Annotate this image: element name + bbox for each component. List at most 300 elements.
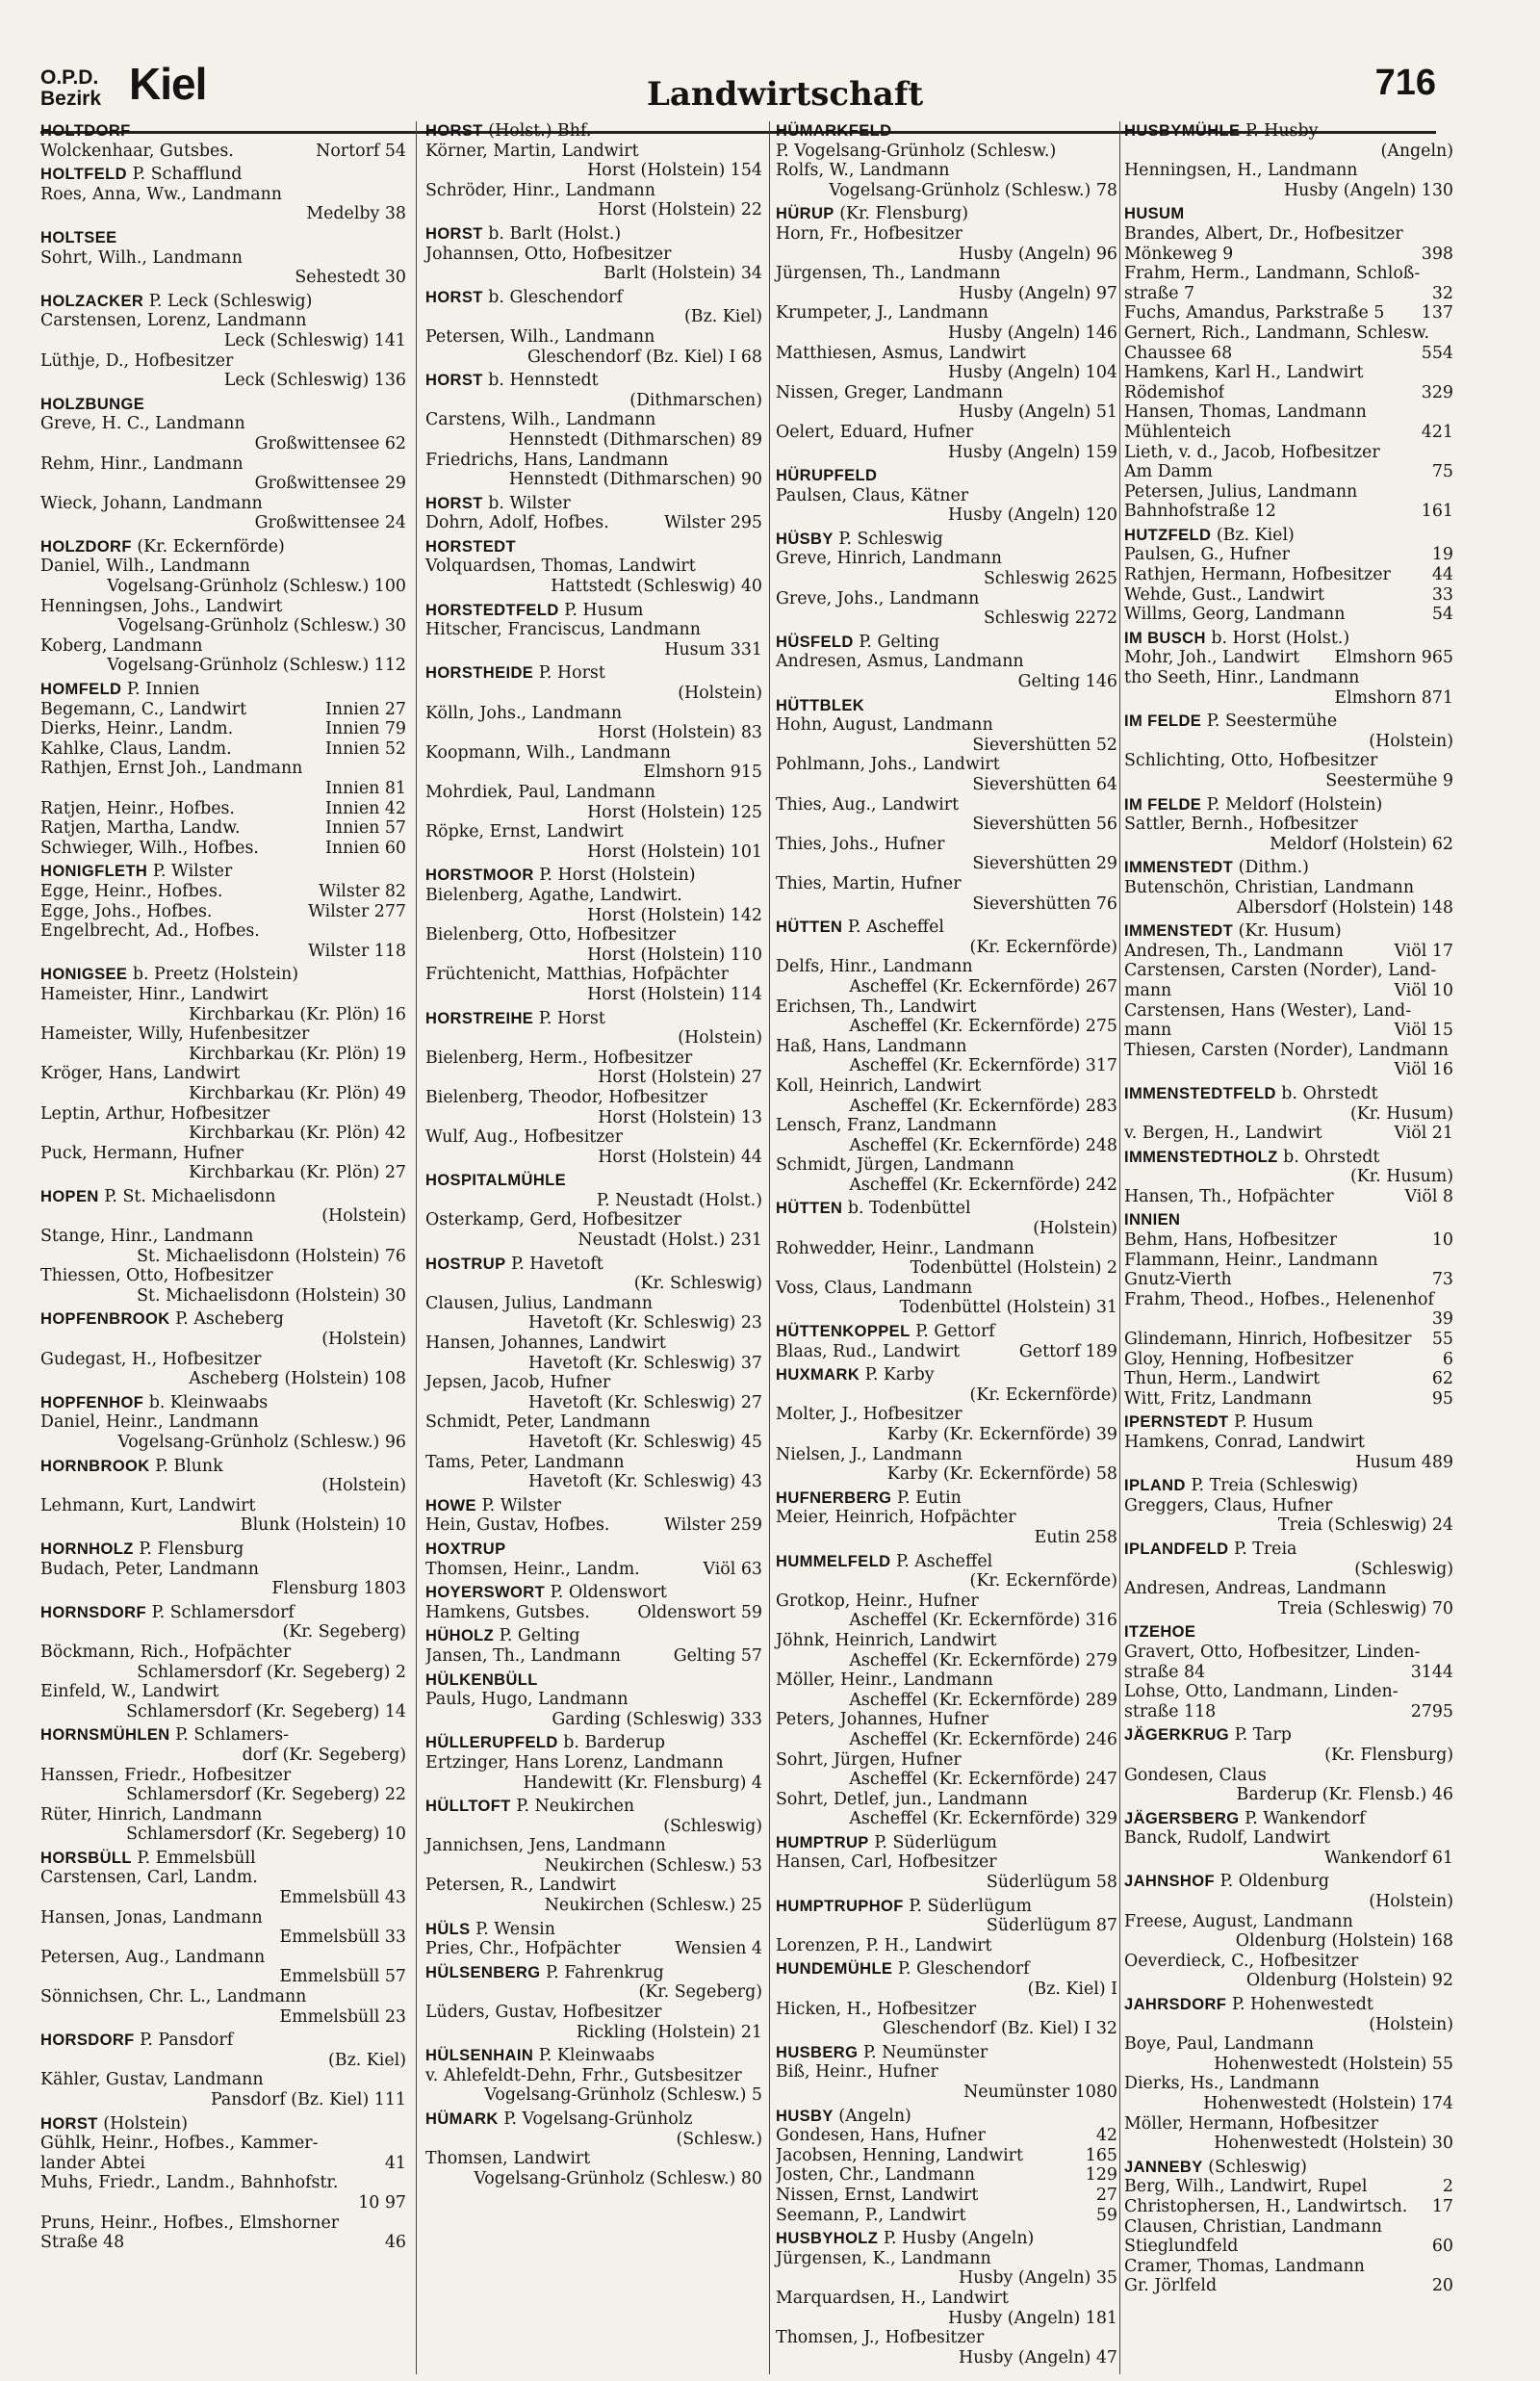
entry-location: Sehestedt 30 bbox=[295, 268, 406, 288]
entry-location: Husby (Angeln) 120 bbox=[947, 505, 1117, 526]
directory-entry: Grotkop, Heinr., Hufner bbox=[776, 1591, 979, 1611]
directory-entry: Leptin, Arthur, Hofbesitzer bbox=[40, 1103, 270, 1124]
entry-phone: 60 bbox=[1431, 2237, 1453, 2257]
locality-post: P. Eutin bbox=[896, 1488, 962, 1508]
entry-location: Sievershütten 56 bbox=[972, 815, 1117, 835]
entry-location: (Holstein) bbox=[1033, 1219, 1117, 1239]
entry-location: Hattstedt (Schleswig) 40 bbox=[551, 577, 762, 597]
entry-location: Kirchbarkau (Kr. Plön) 49 bbox=[189, 1083, 406, 1103]
locality-heading bbox=[776, 2043, 1117, 2063]
entry-location: Sievershütten 29 bbox=[972, 854, 1117, 874]
directory-entry: Frahm, Herm., Landmann, Schloß- bbox=[1124, 264, 1421, 284]
locality-heading bbox=[776, 2107, 1117, 2127]
entry-location: 10 97 bbox=[358, 2192, 406, 2213]
locality-name: HORNSDORF bbox=[40, 1603, 146, 1621]
directory-entry: Thies, Aug., Landwirt bbox=[776, 794, 960, 815]
directory-entry bbox=[776, 2126, 1117, 2146]
directory-entry bbox=[1124, 1389, 1453, 1410]
directory-entry: Ertzinger, Hans Lorenz, Landmann bbox=[425, 1752, 724, 1773]
entry-location: Neukirchen (Schlesw.) 25 bbox=[544, 1896, 762, 1916]
entry-location: (Kr. Eckernförde) bbox=[969, 1385, 1117, 1405]
directory-entry: Hamkens, Conrad, Landwirt bbox=[1124, 1433, 1365, 1452]
entry-location: Barlt (Holstein) 34 bbox=[603, 264, 762, 284]
directory-entry bbox=[425, 513, 762, 533]
entry-name: Blaas, Rud., Landwirt bbox=[776, 1341, 961, 1361]
directory-entry: Tams, Peter, Landmann bbox=[425, 1452, 625, 1472]
directory-column-4 bbox=[1124, 117, 1453, 2296]
locality-heading bbox=[1124, 1412, 1453, 1433]
directory-entry bbox=[1124, 942, 1453, 962]
directory-entry: Friedrichs, Hans, Landmann bbox=[425, 450, 669, 470]
locality-post: b. Hennstedt bbox=[488, 371, 599, 391]
directory-entry: Hohn, August, Landmann bbox=[776, 715, 993, 736]
entry-location: Ascheberg (Holstein) 108 bbox=[189, 1369, 406, 1389]
directory-entry: Hansen, Thomas, Landmann bbox=[1124, 402, 1367, 423]
directory-entry: Erichsen, Th., Landwirt bbox=[776, 996, 977, 1017]
directory-entry bbox=[1124, 383, 1453, 403]
entry-name: Witt, Fritz, Landmann bbox=[1124, 1388, 1312, 1409]
entry-name: Mühlenteich bbox=[1124, 422, 1232, 442]
entry-location: Ascheffel (Kr. Eckernförde) 317 bbox=[849, 1056, 1117, 1076]
entry-phone: 6 bbox=[1442, 1349, 1453, 1369]
locality-heading bbox=[776, 1552, 1117, 1572]
entry-location: Todenbüttel (Holstein) 2 bbox=[910, 1258, 1117, 1279]
entry-location: St. Michaelisdonn (Holstein) 76 bbox=[137, 1246, 406, 1266]
directory-entry: Petersen, Wilh., Landmann bbox=[425, 326, 655, 347]
entry-location: Oldenburg (Holstein) 92 bbox=[1245, 1971, 1453, 1991]
directory-entry: Petersen, Julius, Landmann bbox=[1124, 481, 1358, 502]
entry-location: Viöl 16 bbox=[1394, 1060, 1453, 1080]
directory-entry: Kähler, Gustav, Landmann bbox=[40, 2070, 264, 2090]
locality-heading bbox=[1124, 1210, 1453, 1230]
directory-entry: Stange, Hinr., Landmann bbox=[40, 1227, 254, 1247]
entry-location: Pansdorf (Bz. Kiel) 111 bbox=[211, 2090, 406, 2109]
entry-location: Leck (Schleswig) 141 bbox=[223, 330, 406, 350]
directory-entry: Delfs, Hinr., Landmann bbox=[776, 957, 973, 977]
entry-location: Havetoft (Kr. Schleswig) 27 bbox=[528, 1392, 762, 1412]
directory-entry bbox=[40, 902, 406, 922]
locality-name: HORST bbox=[425, 224, 483, 243]
locality-heading bbox=[425, 1963, 762, 1983]
entry-location: (Dithmarschen) bbox=[629, 390, 762, 410]
entry-phone: Viöl 63 bbox=[703, 1559, 762, 1579]
locality-heading bbox=[425, 866, 762, 886]
directory-entry: Oelert, Eduard, Hufner bbox=[776, 422, 974, 442]
directory-entry: Thiesen, Carsten (Norder), Landmann bbox=[1124, 1040, 1449, 1060]
entry-name: Mohr, Joh., Landwirt bbox=[1124, 648, 1300, 668]
entry-location: Emmelsbüll 23 bbox=[279, 2006, 406, 2027]
locality-post: P. Karby bbox=[864, 1365, 935, 1385]
directory-entry bbox=[1124, 2177, 1453, 2197]
entry-name: Wolckenhaar, Gutsbes. bbox=[40, 141, 234, 161]
locality-post: P. Oldenswort bbox=[550, 1583, 667, 1603]
locality-name: JÄGERKRUG bbox=[1124, 1726, 1230, 1745]
locality-name: IM BUSCH bbox=[1124, 629, 1206, 647]
entry-location: (Kr. Eckernförde) bbox=[969, 937, 1117, 957]
entry-phone: Innien 57 bbox=[325, 818, 406, 839]
entry-name: Fuchs, Amandus, Parkstraße 5 bbox=[1124, 303, 1385, 324]
entry-name: Gloy, Henning, Hofbesitzer bbox=[1124, 1349, 1354, 1369]
locality-post: P. Süderlügum bbox=[909, 1896, 1032, 1916]
entry-phone: 75 bbox=[1431, 462, 1453, 482]
directory-entry bbox=[1124, 1663, 1453, 1683]
directory-entry: Hansen, Carl, Hofbesitzer bbox=[776, 1852, 997, 1873]
locality-post: P. Treia (Schleswig) bbox=[1191, 1476, 1359, 1496]
directory-entry bbox=[40, 700, 406, 720]
locality-heading bbox=[1124, 1084, 1453, 1104]
directory-entry: Sönnichsen, Chr. L., Landmann bbox=[40, 1987, 307, 2007]
entry-location: Blunk (Holstein) 10 bbox=[240, 1515, 406, 1536]
entry-phone: 20 bbox=[1431, 2276, 1453, 2296]
directory-entry: Carstens, Wilh., Landmann bbox=[425, 410, 656, 430]
directory-entry: Volquardsen, Thomas, Landwirt bbox=[425, 556, 696, 577]
locality-name: HUXMARK bbox=[776, 1366, 860, 1385]
entry-phone: Viöl 10 bbox=[1394, 980, 1453, 1000]
entry-location: Vogelsang-Grünholz (Schlesw.) 100 bbox=[107, 577, 406, 597]
locality-name: HOLTSEE bbox=[40, 228, 117, 246]
locality-heading bbox=[776, 633, 1117, 653]
directory-entry: Horn, Fr., Hofbesitzer bbox=[776, 223, 962, 244]
locality-name: HORSBÜLL bbox=[40, 1849, 132, 1867]
entry-name: Christophersen, H., Landwirtsch. bbox=[1124, 2196, 1408, 2216]
entry-phone: 95 bbox=[1431, 1388, 1453, 1409]
entry-phone: 32 bbox=[1431, 283, 1453, 303]
locality-post: (Kr. Husum) bbox=[1238, 921, 1342, 942]
entry-location: Vogelsang-Grünholz (Schlesw.) 78 bbox=[829, 180, 1117, 200]
directory-entry: Cramer, Thomas, Landmann bbox=[1124, 2256, 1365, 2276]
directory-entry: Greve, Hinrich, Landmann bbox=[776, 549, 1002, 569]
locality-heading bbox=[776, 121, 1117, 142]
column-divider bbox=[416, 121, 417, 2374]
entry-location: (Schleswig) bbox=[1354, 1559, 1453, 1579]
entry-location: Großwittensee 62 bbox=[254, 433, 406, 453]
locality-heading bbox=[776, 918, 1117, 938]
locality-name: IMMENSTEDT bbox=[1124, 859, 1234, 877]
directory-entry bbox=[1124, 344, 1453, 364]
directory-entry: Kölln, Johs., Landmann bbox=[425, 703, 623, 723]
entry-location: Ascheffel (Kr. Eckernförde) 246 bbox=[849, 1729, 1117, 1749]
entry-phone: 59 bbox=[1095, 2205, 1117, 2225]
entry-name: Behm, Hans, Hofbesitzer bbox=[1124, 1230, 1338, 1251]
directory-entry bbox=[1124, 1187, 1453, 1207]
entry-name: Egge, Heinr., Hofbes. bbox=[40, 881, 223, 901]
locality-post: (Kr. Eckernförde) bbox=[137, 536, 285, 556]
directory-entry: Butenschön, Christian, Landmann bbox=[1124, 877, 1415, 897]
directory-entry bbox=[1124, 462, 1453, 482]
locality-name: HOXTRUP bbox=[425, 1540, 506, 1558]
entry-location: Husby (Angeln) 181 bbox=[947, 2308, 1117, 2328]
locality-name: HUSBY bbox=[776, 2107, 834, 2125]
bezirk-text: Bezirk bbox=[40, 88, 102, 110]
locality-heading bbox=[1124, 204, 1453, 224]
entry-phone: 55 bbox=[1431, 1330, 1453, 1350]
locality-heading bbox=[40, 1309, 406, 1330]
locality-heading bbox=[40, 2031, 406, 2051]
entry-location: (Kr. Eckernförde) bbox=[969, 1571, 1117, 1592]
directory-entry: Lehmann, Kurt, Landwirt bbox=[40, 1495, 256, 1515]
locality-post: P. Vogelsang-Grünholz bbox=[503, 2109, 693, 2129]
locality-name: HORNBROOK bbox=[40, 1457, 150, 1475]
locality-post: P. Wankendorf bbox=[1245, 1808, 1366, 1828]
entry-location: (Angeln) bbox=[1380, 141, 1453, 161]
locality-post: b. Wilster bbox=[488, 493, 571, 513]
entry-location: Schlamersdorf (Kr. Segeberg) 14 bbox=[126, 1701, 406, 1721]
locality-heading bbox=[1124, 1148, 1453, 1168]
entry-location: (Bz. Kiel) bbox=[328, 2050, 406, 2070]
entry-phone: Gelting 57 bbox=[673, 1645, 762, 1666]
entry-location: Ascheffel (Kr. Eckernförde) 248 bbox=[849, 1135, 1117, 1155]
locality-name: INNIEN bbox=[1124, 1211, 1181, 1229]
directory-entry: Henningsen, Johs., Landwirt bbox=[40, 596, 283, 616]
directory-entry: Früchtenicht, Matthias, Hofpächter bbox=[425, 965, 729, 985]
directory-entry bbox=[776, 2165, 1117, 2186]
locality-heading bbox=[40, 537, 406, 557]
directory-entry: Molter, J., Hofbesitzer bbox=[776, 1405, 962, 1425]
locality-name: HUMMELFELD bbox=[776, 1552, 891, 1570]
locality-name: HORSDORF bbox=[40, 2032, 135, 2050]
directory-entry: Jürgensen, Th., Landmann bbox=[776, 264, 1001, 284]
directory-entry bbox=[1124, 545, 1453, 565]
directory-entry: Thies, Johs., Hufner bbox=[776, 834, 945, 854]
entry-location: Vogelsang-Grünholz (Schlesw.) 80 bbox=[474, 2168, 762, 2188]
entry-phone: 2795 bbox=[1410, 1701, 1453, 1721]
locality-post: P. Schafflund bbox=[132, 165, 243, 185]
directory-entry: Freese, August, Landmann bbox=[1124, 1911, 1353, 1931]
entry-location: Elmshorn 871 bbox=[1334, 687, 1453, 708]
column-divider bbox=[1119, 121, 1120, 2374]
entry-location: (Holstein) bbox=[1369, 1892, 1453, 1912]
directory-entry: Gühlk, Heinr., Hofbes., Kammer- bbox=[40, 2134, 319, 2154]
entry-location: Ascheffel (Kr. Eckernförde) 329 bbox=[849, 1809, 1117, 1829]
locality-post: b. Barderup bbox=[563, 1733, 665, 1753]
entry-phone: 329 bbox=[1421, 382, 1453, 402]
entry-location: Husby (Angeln) 47 bbox=[959, 2347, 1117, 2368]
locality-heading bbox=[425, 121, 762, 142]
directory-entry: Petersen, R., Landwirt bbox=[425, 1876, 616, 1896]
locality-name: HOLTDORF bbox=[40, 122, 131, 140]
locality-heading bbox=[425, 1540, 762, 1560]
locality-name: HUSUM bbox=[1124, 205, 1185, 223]
locality-name: HORST bbox=[425, 122, 483, 140]
locality-name: HORSTREIHE bbox=[425, 1009, 534, 1027]
directory-entry: Gravert, Otto, Hofbesitzer, Linden- bbox=[1124, 1642, 1421, 1662]
entry-location: Oldenburg (Holstein) 168 bbox=[1235, 1931, 1453, 1952]
directory-entry: Böckmann, Rich., Hofpächter bbox=[40, 1642, 292, 1662]
locality-post: P. Treia bbox=[1234, 1539, 1297, 1559]
locality-post: P. Emmelsbüll bbox=[137, 1848, 256, 1868]
entry-phone: 42 bbox=[1095, 2126, 1117, 2146]
page-number: 716 bbox=[1374, 63, 1436, 103]
entry-location: (Holstein) bbox=[678, 684, 762, 704]
directory-entry: Frahm, Theod., Hofbes., Helenenhof bbox=[1124, 1289, 1434, 1309]
entry-phone: Innien 42 bbox=[325, 798, 406, 818]
entry-location: Havetoft (Kr. Schleswig) 37 bbox=[528, 1353, 762, 1373]
directory-entry bbox=[776, 2186, 1117, 2206]
entry-name: Thomsen, Heinr., Landm. bbox=[425, 1559, 640, 1579]
directory-entry bbox=[40, 839, 406, 859]
locality-heading bbox=[1124, 526, 1453, 546]
entry-location: Kirchbarkau (Kr. Plön) 27 bbox=[189, 1163, 406, 1183]
entry-name: Pries, Chr., Hofpächter bbox=[425, 1939, 622, 1959]
locality-heading bbox=[425, 288, 762, 308]
entry-location: Treia (Schleswig) 24 bbox=[1277, 1515, 1453, 1536]
locality-name: JAHNSHOF bbox=[1124, 1873, 1215, 1891]
locality-post: P. Horst bbox=[538, 663, 605, 684]
entry-phone: 161 bbox=[1421, 502, 1453, 522]
locality-name: HORNSMÜHLEN bbox=[40, 1726, 170, 1745]
directory-entry: Jöhnk, Heinrich, Landwirt bbox=[776, 1630, 997, 1650]
locality-name: JAHRSDORF bbox=[1124, 1996, 1227, 2014]
directory-entry: Krumpeter, J., Landmann bbox=[776, 303, 988, 324]
directory-entry: Thomsen, Landwirt bbox=[425, 2149, 591, 2169]
entry-location: Handewitt (Kr. Flensburg) 4 bbox=[523, 1773, 762, 1793]
directory-entry: Petersen, Aug., Landmann bbox=[40, 1947, 266, 1967]
locality-post: b. Gleschendorf bbox=[488, 287, 623, 307]
locality-heading bbox=[1124, 1725, 1453, 1746]
entry-location: Albersdorf (Holstein) 148 bbox=[1236, 897, 1453, 918]
entry-location: Horst (Holstein) 22 bbox=[598, 200, 762, 220]
entry-location: (Holstein) bbox=[321, 1476, 406, 1496]
entry-location: Schlamersdorf (Kr. Segeberg) 2 bbox=[137, 1662, 406, 1682]
locality-post: P. Ascheffel bbox=[847, 918, 944, 938]
locality-post: P. Wensin bbox=[475, 1919, 555, 1939]
entry-location: Emmelsbüll 57 bbox=[279, 1967, 406, 1987]
locality-heading bbox=[425, 1009, 762, 1029]
entry-phone: 54 bbox=[1431, 605, 1453, 625]
directory-entry: Voss, Claus, Landmann bbox=[776, 1278, 973, 1298]
entry-location: Sievershütten 76 bbox=[972, 893, 1117, 914]
locality-heading bbox=[776, 530, 1117, 550]
entry-location: Rickling (Holstein) 21 bbox=[576, 2022, 762, 2042]
locality-name: IMMENSTEDTHOLZ bbox=[1124, 1148, 1278, 1166]
entry-location: (Kr. Schleswig) bbox=[633, 1274, 762, 1294]
entry-phone: 554 bbox=[1421, 343, 1453, 363]
entry-name: Hamkens, Gutsbes. bbox=[425, 1602, 590, 1622]
entry-name: v. Bergen, H., Landwirt bbox=[1124, 1124, 1322, 1144]
locality-name: HOPFENBROOK bbox=[40, 1310, 170, 1329]
locality-post: P. Pansdorf bbox=[140, 2031, 234, 2051]
locality-post: P. Horst (Holstein) bbox=[539, 866, 696, 886]
entry-location: Gleschendorf (Bz. Kiel) I 68 bbox=[526, 347, 762, 367]
entry-location: Ascheffel (Kr. Eckernförde) 316 bbox=[849, 1611, 1117, 1631]
directory-entry bbox=[40, 739, 406, 760]
directory-entry bbox=[40, 719, 406, 739]
locality-name: HORST bbox=[425, 494, 483, 512]
entry-name: Wehde, Gust., Landwirt bbox=[1124, 584, 1325, 605]
entry-location: Elmshorn 915 bbox=[643, 763, 762, 783]
locality-name: HOPFENHOF bbox=[40, 1393, 144, 1411]
directory-entry: Hitscher, Franciscus, Landmann bbox=[425, 620, 701, 640]
directory-entry bbox=[1124, 1702, 1453, 1722]
directory-entry: Möller, Hermann, Hofbesitzer bbox=[1124, 2113, 1378, 2134]
directory-entry bbox=[1124, 245, 1453, 265]
directory-entry: Nielsen, J., Landmann bbox=[776, 1444, 962, 1464]
entry-name: Hein, Gustav, Hofbes. bbox=[425, 1515, 610, 1536]
locality-post: P. Ascheffel bbox=[896, 1551, 993, 1571]
locality-heading bbox=[776, 1959, 1117, 1980]
directory-entry: Hanssen, Friedr., Hofbesitzer bbox=[40, 1765, 292, 1785]
entry-name: Chaussee 68 bbox=[1124, 343, 1233, 363]
directory-column-1 bbox=[40, 117, 406, 2253]
locality-name: HÜHOLZ bbox=[425, 1627, 495, 1645]
directory-entry: Puck, Hermann, Hufner bbox=[40, 1143, 244, 1163]
locality-heading bbox=[425, 1797, 762, 1817]
directory-entry: Budach, Peter, Landmann bbox=[40, 1559, 259, 1579]
locality-name: HORST bbox=[425, 372, 483, 390]
directory-entry: Daniel, Wilh., Landmann bbox=[40, 556, 250, 577]
entry-location: (Bz. Kiel) I bbox=[1027, 1980, 1117, 2000]
entry-phone: 129 bbox=[1085, 2165, 1117, 2186]
directory-entry: Roes, Anna, Ww., Landmann bbox=[40, 184, 283, 204]
directory-entry: Biß, Heinr., Hufner bbox=[776, 2062, 938, 2083]
locality-name: HÜTTBLEK bbox=[776, 696, 865, 714]
locality-heading bbox=[425, 371, 762, 391]
locality-heading bbox=[776, 1365, 1117, 1385]
entry-location: St. Michaelisdonn (Holstein) 30 bbox=[137, 1285, 406, 1306]
entry-name: Mönkeweg 9 bbox=[1124, 244, 1234, 264]
locality-name: HÜTTENKOPPEL bbox=[776, 1323, 911, 1341]
directory-entry: Hansen, Johannes, Landwirt bbox=[425, 1333, 666, 1354]
locality-post: P. Kleinwaabs bbox=[538, 2046, 655, 2066]
locality-heading bbox=[40, 1457, 406, 1477]
directory-entry: Meier, Heinrich, Hofpächter bbox=[776, 1508, 1016, 1528]
entry-location: Flensburg 1803 bbox=[271, 1579, 406, 1599]
locality-heading bbox=[776, 466, 1117, 486]
entry-location: Hohenwestedt (Holstein) 174 bbox=[1203, 2094, 1453, 2113]
directory-entry: Greve, H. C., Landmann bbox=[40, 414, 245, 434]
locality-post: (Bz. Kiel) bbox=[1216, 525, 1295, 545]
locality-name: HUMPTRUP bbox=[776, 1833, 869, 1851]
directory-entry bbox=[40, 142, 406, 162]
entry-name: Seemann, P., Landwirt bbox=[776, 2205, 966, 2225]
entry-location: Leck (Schleswig) 136 bbox=[223, 371, 406, 391]
entry-name: Josten, Chr., Landmann bbox=[776, 2165, 975, 2186]
entry-phone: Wilster 295 bbox=[664, 513, 762, 533]
directory-entry: Gudegast, H., Hofbesitzer bbox=[40, 1349, 262, 1369]
entry-phone: Wilster 82 bbox=[319, 881, 406, 901]
entry-name: Stieglundfeld bbox=[1124, 2237, 1239, 2257]
locality-heading bbox=[425, 1920, 762, 1940]
entry-name: straße 7 bbox=[1124, 283, 1195, 303]
entry-phone: Elmshorn 965 bbox=[1334, 648, 1453, 668]
entry-location: Havetoft (Kr. Schleswig) 45 bbox=[528, 1433, 762, 1452]
directory-entry: Oeverdieck, C., Hofbesitzer bbox=[1124, 1951, 1359, 1971]
locality-post: P. Tarp bbox=[1234, 1725, 1292, 1746]
locality-post: (Dithm.) bbox=[1238, 858, 1309, 878]
district-label bbox=[40, 67, 101, 110]
directory-entry bbox=[1124, 1021, 1453, 1041]
entry-location: Vogelsang-Grünholz (Schlesw.) 5 bbox=[484, 2085, 762, 2106]
locality-name: HORSTMOOR bbox=[425, 867, 534, 885]
entry-location: (Schlesw.) bbox=[676, 2129, 762, 2149]
entry-location: Hohenwestedt (Holstein) 55 bbox=[1214, 2054, 1453, 2074]
entry-location: Wankendorf 61 bbox=[1324, 1848, 1453, 1868]
entry-location: Ascheffel (Kr. Eckernförde) 283 bbox=[849, 1096, 1117, 1116]
directory-entry: Clausen, Christian, Landmann bbox=[1124, 2216, 1382, 2237]
entry-location: (Holstein) bbox=[1369, 2014, 1453, 2034]
directory-entry bbox=[1124, 1330, 1453, 1350]
locality-name: IPLAND bbox=[1124, 1477, 1186, 1495]
locality-heading bbox=[1124, 921, 1453, 942]
entry-name: Ratjen, Heinr., Hofbes. bbox=[40, 798, 235, 818]
directory-entry: Koopmann, Wilh., Landmann bbox=[425, 742, 671, 763]
locality-heading bbox=[40, 1725, 406, 1746]
directory-entry bbox=[1124, 605, 1453, 625]
locality-post: P. Schleswig bbox=[838, 529, 943, 549]
locality-post: P. St. Michaelisdonn bbox=[104, 1186, 276, 1206]
locality-post: P. Gettorf bbox=[915, 1322, 995, 1342]
entry-name: Schwieger, Wilh., Hofbes. bbox=[40, 838, 259, 858]
